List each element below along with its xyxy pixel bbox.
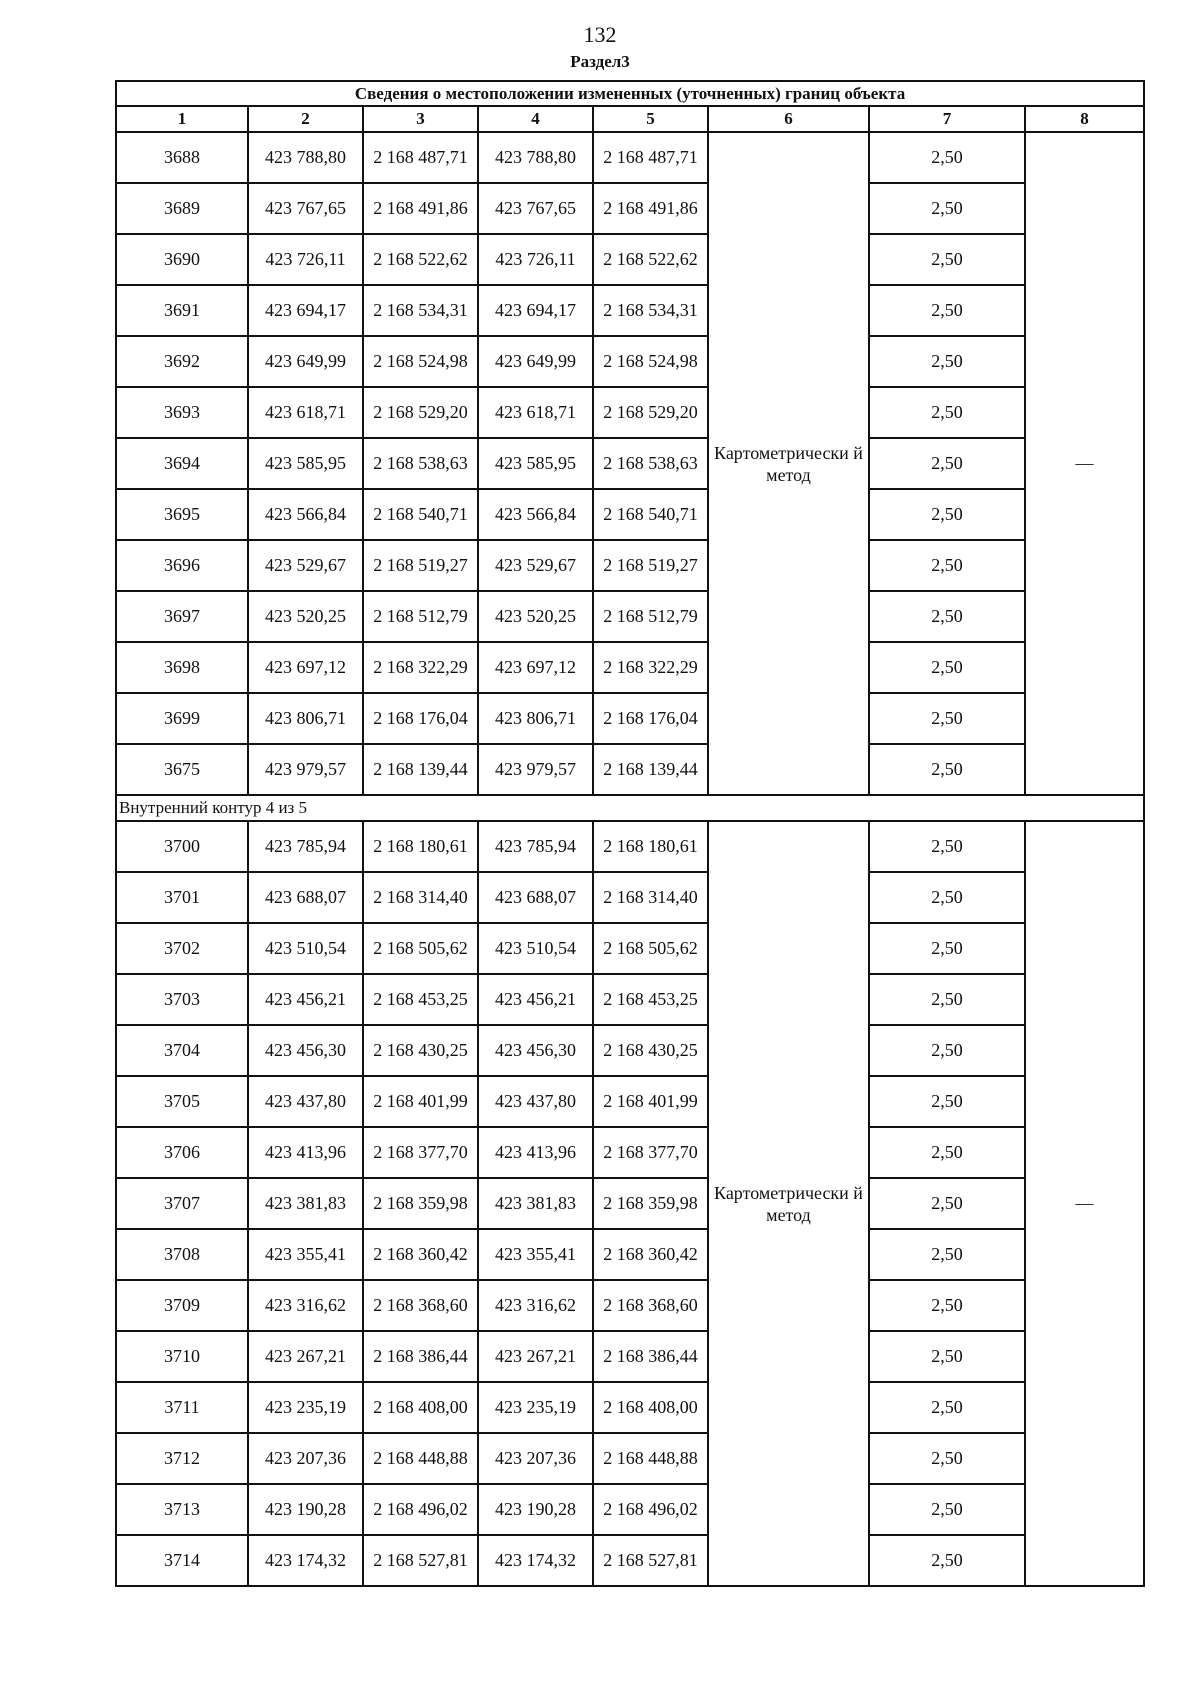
section-title: Раздел3 — [570, 52, 630, 71]
y-existing-cell: 2 168 524,98 — [363, 336, 478, 387]
y-existing-cell: 2 168 522,62 — [363, 234, 478, 285]
accuracy-cell: 2,50 — [869, 387, 1025, 438]
y-new-cell: 2 168 377,70 — [593, 1127, 708, 1178]
x-new-cell: 423 456,21 — [478, 974, 593, 1025]
x-existing-cell: 423 235,19 — [248, 1382, 363, 1433]
x-new-cell: 423 788,80 — [478, 132, 593, 183]
column-number-row — [116, 106, 1144, 132]
point-number-cell: 3713 — [116, 1484, 248, 1535]
x-new-cell: 423 697,12 — [478, 642, 593, 693]
y-new-cell: 2 168 534,31 — [593, 285, 708, 336]
x-existing-cell: 423 207,36 — [248, 1433, 363, 1484]
table-row — [116, 234, 1144, 285]
table-title: Сведения о местоположении измененных (уточненных) границ объекта — [116, 81, 1144, 106]
method-cell: Картометрически й метод — [708, 132, 869, 795]
table-row — [116, 387, 1144, 438]
point-number-cell: 3690 — [116, 234, 248, 285]
y-existing-cell: 2 168 512,79 — [363, 591, 478, 642]
x-existing-cell: 423 190,28 — [248, 1484, 363, 1535]
table-row — [116, 821, 1144, 872]
x-existing-cell: 423 456,30 — [248, 1025, 363, 1076]
x-existing-cell: 423 529,67 — [248, 540, 363, 591]
x-existing-cell: 423 785,94 — [248, 821, 363, 872]
y-existing-cell: 2 168 505,62 — [363, 923, 478, 974]
y-existing-cell: 2 168 314,40 — [363, 872, 478, 923]
accuracy-cell: 2,50 — [869, 183, 1025, 234]
table-row — [116, 744, 1144, 795]
accuracy-cell: 2,50 — [869, 132, 1025, 183]
point-number-cell: 3710 — [116, 1331, 248, 1382]
table-row — [116, 540, 1144, 591]
accuracy-cell: 2,50 — [869, 693, 1025, 744]
x-new-cell: 423 510,54 — [478, 923, 593, 974]
point-number-cell: 3694 — [116, 438, 248, 489]
x-new-cell: 423 529,67 — [478, 540, 593, 591]
x-existing-cell: 423 510,54 — [248, 923, 363, 974]
x-new-cell: 423 649,99 — [478, 336, 593, 387]
table-row — [116, 438, 1144, 489]
accuracy-cell: 2,50 — [869, 642, 1025, 693]
accuracy-cell: 2,50 — [869, 489, 1025, 540]
point-number-cell: 3691 — [116, 285, 248, 336]
y-new-cell: 2 168 453,25 — [593, 974, 708, 1025]
point-number-cell: 3703 — [116, 974, 248, 1025]
y-existing-cell: 2 168 430,25 — [363, 1025, 478, 1076]
y-existing-cell: 2 168 180,61 — [363, 821, 478, 872]
y-new-cell: 2 168 430,25 — [593, 1025, 708, 1076]
x-new-cell: 423 456,30 — [478, 1025, 593, 1076]
y-existing-cell: 2 168 139,44 — [363, 744, 478, 795]
accuracy-cell: 2,50 — [869, 872, 1025, 923]
y-existing-cell: 2 168 322,29 — [363, 642, 478, 693]
accuracy-cell: 2,50 — [869, 1025, 1025, 1076]
y-new-cell: 2 168 386,44 — [593, 1331, 708, 1382]
x-existing-cell: 423 437,80 — [248, 1076, 363, 1127]
x-existing-cell: 423 979,57 — [248, 744, 363, 795]
x-existing-cell: 423 520,25 — [248, 591, 363, 642]
y-new-cell: 2 168 139,44 — [593, 744, 708, 795]
x-existing-cell: 423 355,41 — [248, 1229, 363, 1280]
coordinates-table — [115, 80, 1145, 1587]
x-existing-cell: 423 174,32 — [248, 1535, 363, 1586]
y-new-cell: 2 168 519,27 — [593, 540, 708, 591]
contour-label: Внутренний контур 4 из 5 — [116, 795, 1144, 821]
table-row — [116, 872, 1144, 923]
table-row — [116, 1433, 1144, 1484]
table-row — [116, 1382, 1144, 1433]
accuracy-cell: 2,50 — [869, 438, 1025, 489]
x-new-cell: 423 566,84 — [478, 489, 593, 540]
x-new-cell: 423 767,65 — [478, 183, 593, 234]
x-existing-cell: 423 726,11 — [248, 234, 363, 285]
y-existing-cell: 2 168 453,25 — [363, 974, 478, 1025]
y-new-cell: 2 168 522,62 — [593, 234, 708, 285]
accuracy-cell: 2,50 — [869, 1229, 1025, 1280]
y-existing-cell: 2 168 487,71 — [363, 132, 478, 183]
accuracy-cell: 2,50 — [869, 234, 1025, 285]
column-header: 1 — [116, 106, 248, 132]
accuracy-cell: 2,50 — [869, 1127, 1025, 1178]
y-existing-cell: 2 168 527,81 — [363, 1535, 478, 1586]
y-new-cell: 2 168 529,20 — [593, 387, 708, 438]
x-new-cell: 423 785,94 — [478, 821, 593, 872]
table-row — [116, 1484, 1144, 1535]
table-row — [116, 591, 1144, 642]
x-new-cell: 423 806,71 — [478, 693, 593, 744]
accuracy-cell: 2,50 — [869, 821, 1025, 872]
x-existing-cell: 423 413,96 — [248, 1127, 363, 1178]
point-number-cell: 3688 — [116, 132, 248, 183]
table-row — [116, 1229, 1144, 1280]
x-new-cell: 423 520,25 — [478, 591, 593, 642]
x-new-cell: 423 585,95 — [478, 438, 593, 489]
accuracy-cell: 2,50 — [869, 744, 1025, 795]
table-row — [116, 1178, 1144, 1229]
x-existing-cell: 423 767,65 — [248, 183, 363, 234]
x-existing-cell: 423 649,99 — [248, 336, 363, 387]
y-existing-cell: 2 168 408,00 — [363, 1382, 478, 1433]
column-header: 5 — [593, 106, 708, 132]
x-new-cell: 423 618,71 — [478, 387, 593, 438]
point-number-cell: 3709 — [116, 1280, 248, 1331]
y-new-cell: 2 168 491,86 — [593, 183, 708, 234]
x-new-cell: 423 979,57 — [478, 744, 593, 795]
x-new-cell: 423 694,17 — [478, 285, 593, 336]
table-body — [116, 81, 1144, 1586]
x-new-cell: 423 688,07 — [478, 872, 593, 923]
x-new-cell: 423 190,28 — [478, 1484, 593, 1535]
point-number-cell: 3706 — [116, 1127, 248, 1178]
point-number-cell: 3714 — [116, 1535, 248, 1586]
column-header: 2 — [248, 106, 363, 132]
table-row — [116, 1535, 1144, 1586]
y-existing-cell: 2 168 496,02 — [363, 1484, 478, 1535]
table-row — [116, 642, 1144, 693]
x-existing-cell: 423 316,62 — [248, 1280, 363, 1331]
accuracy-cell: 2,50 — [869, 1382, 1025, 1433]
x-new-cell: 423 726,11 — [478, 234, 593, 285]
x-new-cell: 423 437,80 — [478, 1076, 593, 1127]
x-existing-cell: 423 566,84 — [248, 489, 363, 540]
accuracy-cell: 2,50 — [869, 540, 1025, 591]
accuracy-cell: 2,50 — [869, 923, 1025, 974]
table-row — [116, 132, 1144, 183]
column-header: 3 — [363, 106, 478, 132]
point-number-cell: 3705 — [116, 1076, 248, 1127]
table-row — [116, 183, 1144, 234]
point-number-cell: 3702 — [116, 923, 248, 974]
x-existing-cell: 423 806,71 — [248, 693, 363, 744]
accuracy-cell: 2,50 — [869, 974, 1025, 1025]
accuracy-cell: 2,50 — [869, 1535, 1025, 1586]
x-new-cell: 423 413,96 — [478, 1127, 593, 1178]
table-row — [116, 1331, 1144, 1382]
table-title-row — [116, 81, 1144, 106]
point-number-cell: 3675 — [116, 744, 248, 795]
point-number-cell: 3697 — [116, 591, 248, 642]
y-existing-cell: 2 168 176,04 — [363, 693, 478, 744]
point-number-cell: 3711 — [116, 1382, 248, 1433]
point-number-cell: 3692 — [116, 336, 248, 387]
table-row — [116, 336, 1144, 387]
table-row — [116, 693, 1144, 744]
point-number-cell: 3689 — [116, 183, 248, 234]
y-existing-cell: 2 168 538,63 — [363, 438, 478, 489]
y-new-cell: 2 168 527,81 — [593, 1535, 708, 1586]
y-new-cell: 2 168 540,71 — [593, 489, 708, 540]
y-existing-cell: 2 168 519,27 — [363, 540, 478, 591]
x-new-cell: 423 316,62 — [478, 1280, 593, 1331]
y-new-cell: 2 168 322,29 — [593, 642, 708, 693]
y-existing-cell: 2 168 540,71 — [363, 489, 478, 540]
x-existing-cell: 423 694,17 — [248, 285, 363, 336]
y-new-cell: 2 168 368,60 — [593, 1280, 708, 1331]
y-existing-cell: 2 168 360,42 — [363, 1229, 478, 1280]
y-new-cell: 2 168 512,79 — [593, 591, 708, 642]
table-row — [116, 974, 1144, 1025]
x-existing-cell: 423 267,21 — [248, 1331, 363, 1382]
accuracy-cell: 2,50 — [869, 285, 1025, 336]
y-existing-cell: 2 168 386,44 — [363, 1331, 478, 1382]
accuracy-cell: 2,50 — [869, 1178, 1025, 1229]
y-new-cell: 2 168 360,42 — [593, 1229, 708, 1280]
page-number: 132 — [583, 22, 617, 47]
y-existing-cell: 2 168 368,60 — [363, 1280, 478, 1331]
table-row — [116, 1127, 1144, 1178]
note-cell: — — [1025, 132, 1144, 795]
point-number-cell: 3695 — [116, 489, 248, 540]
accuracy-cell: 2,50 — [869, 1280, 1025, 1331]
y-existing-cell: 2 168 401,99 — [363, 1076, 478, 1127]
y-new-cell: 2 168 314,40 — [593, 872, 708, 923]
y-existing-cell: 2 168 491,86 — [363, 183, 478, 234]
y-new-cell: 2 168 401,99 — [593, 1076, 708, 1127]
x-new-cell: 423 355,41 — [478, 1229, 593, 1280]
y-new-cell: 2 168 487,71 — [593, 132, 708, 183]
accuracy-cell: 2,50 — [869, 1331, 1025, 1382]
x-existing-cell: 423 618,71 — [248, 387, 363, 438]
column-header: 7 — [869, 106, 1025, 132]
y-new-cell: 2 168 408,00 — [593, 1382, 708, 1433]
x-existing-cell: 423 381,83 — [248, 1178, 363, 1229]
column-header: 6 — [708, 106, 869, 132]
contour-label-row — [116, 795, 1144, 821]
accuracy-cell: 2,50 — [869, 1484, 1025, 1535]
table-row — [116, 489, 1144, 540]
y-existing-cell: 2 168 359,98 — [363, 1178, 478, 1229]
accuracy-cell: 2,50 — [869, 1076, 1025, 1127]
method-cell: Картометрически й метод — [708, 821, 869, 1586]
y-existing-cell: 2 168 377,70 — [363, 1127, 478, 1178]
x-existing-cell: 423 456,21 — [248, 974, 363, 1025]
x-new-cell: 423 381,83 — [478, 1178, 593, 1229]
point-number-cell: 3698 — [116, 642, 248, 693]
table-row — [116, 1076, 1144, 1127]
point-number-cell: 3707 — [116, 1178, 248, 1229]
y-existing-cell: 2 168 529,20 — [363, 387, 478, 438]
y-existing-cell: 2 168 534,31 — [363, 285, 478, 336]
y-new-cell: 2 168 359,98 — [593, 1178, 708, 1229]
y-new-cell: 2 168 180,61 — [593, 821, 708, 872]
x-existing-cell: 423 788,80 — [248, 132, 363, 183]
y-new-cell: 2 168 496,02 — [593, 1484, 708, 1535]
y-new-cell: 2 168 448,88 — [593, 1433, 708, 1484]
x-existing-cell: 423 585,95 — [248, 438, 363, 489]
y-new-cell: 2 168 538,63 — [593, 438, 708, 489]
accuracy-cell: 2,50 — [869, 336, 1025, 387]
accuracy-cell: 2,50 — [869, 1433, 1025, 1484]
point-number-cell: 3701 — [116, 872, 248, 923]
point-number-cell: 3693 — [116, 387, 248, 438]
table-row — [116, 1025, 1144, 1076]
point-number-cell: 3699 — [116, 693, 248, 744]
table-row — [116, 285, 1144, 336]
accuracy-cell: 2,50 — [869, 591, 1025, 642]
x-new-cell: 423 235,19 — [478, 1382, 593, 1433]
point-number-cell: 3700 — [116, 821, 248, 872]
point-number-cell: 3704 — [116, 1025, 248, 1076]
y-new-cell: 2 168 524,98 — [593, 336, 708, 387]
y-existing-cell: 2 168 448,88 — [363, 1433, 478, 1484]
x-existing-cell: 423 697,12 — [248, 642, 363, 693]
table-row — [116, 923, 1144, 974]
point-number-cell: 3708 — [116, 1229, 248, 1280]
y-new-cell: 2 168 505,62 — [593, 923, 708, 974]
table-row — [116, 1280, 1144, 1331]
x-existing-cell: 423 688,07 — [248, 872, 363, 923]
x-new-cell: 423 267,21 — [478, 1331, 593, 1382]
column-header: 8 — [1025, 106, 1144, 132]
point-number-cell: 3696 — [116, 540, 248, 591]
note-cell: — — [1025, 821, 1144, 1586]
column-header: 4 — [478, 106, 593, 132]
x-new-cell: 423 207,36 — [478, 1433, 593, 1484]
point-number-cell: 3712 — [116, 1433, 248, 1484]
y-new-cell: 2 168 176,04 — [593, 693, 708, 744]
x-new-cell: 423 174,32 — [478, 1535, 593, 1586]
